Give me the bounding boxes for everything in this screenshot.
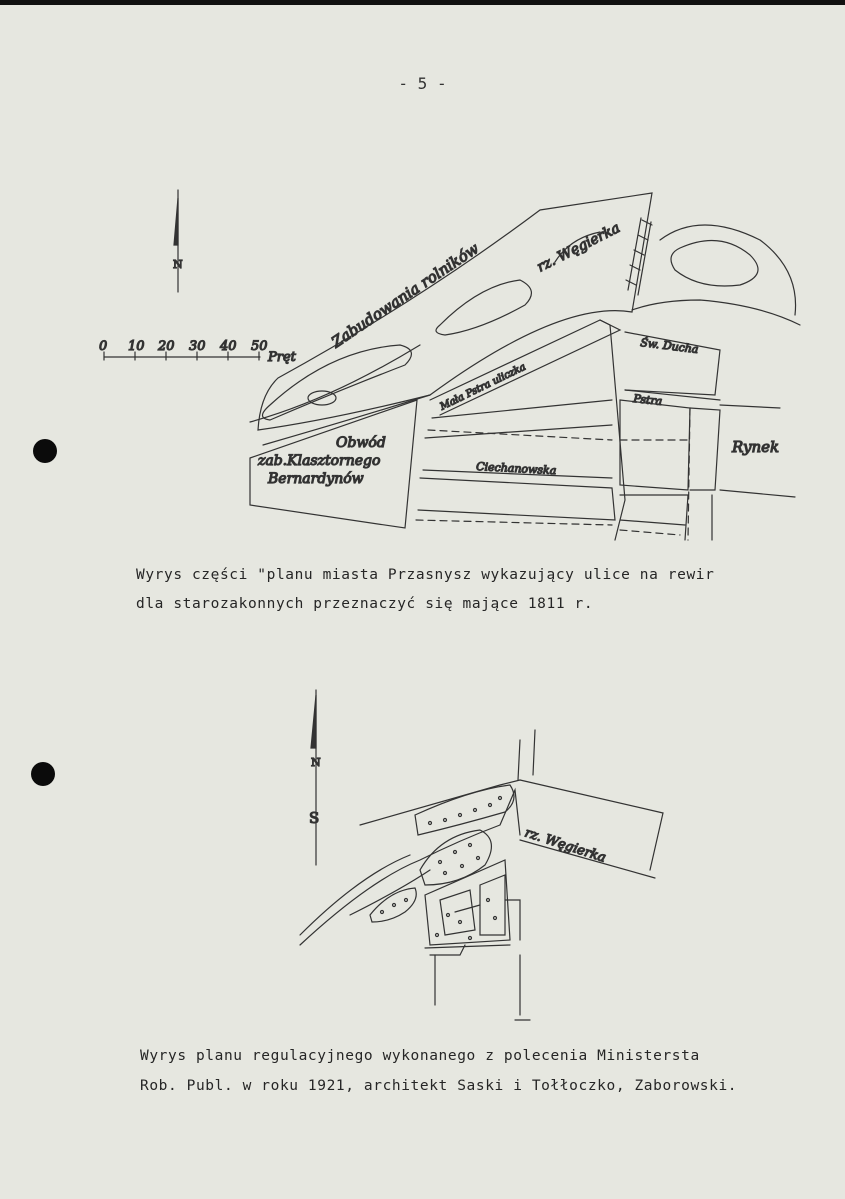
scale-tick-10: 10: [128, 339, 145, 354]
label-ciechanowska: Ciechanowska: [475, 460, 557, 478]
scale-unit: Pręt: [268, 350, 296, 365]
label-obwod-1: Obwód: [336, 435, 386, 451]
street-grid-1921: [435, 955, 530, 1020]
caption-map-1-line-2: dla starozakonnych przeznaczyć się mające 1811 r.: [136, 596, 594, 612]
scale-tick-20: 20: [158, 339, 175, 354]
scale-tick-30: 30: [189, 339, 206, 354]
caption-map-1-line-1: Wyrys części "planu miasta Przasnysz wykazujący ulice na rewir: [136, 567, 715, 583]
label-river-wegierka-2: rz. Węgierka: [522, 825, 608, 866]
north-label-2: N: [311, 756, 321, 769]
label-pstra: Pstra: [632, 392, 663, 409]
label-obwod-2: zab.Klasztornego: [258, 453, 381, 469]
south-label: S: [309, 809, 320, 827]
label-obwod-3: Bernardynów: [268, 471, 364, 487]
label-farm-buildings: Zabudowania rolników: [328, 239, 483, 352]
scale-tick-50: 50: [251, 339, 268, 354]
label-sw-ducha: Św. Ducha: [639, 336, 700, 357]
scale-tick-0: 0: [99, 339, 108, 354]
caption-map-2-line-2: Rob. Publ. w roku 1921, architekt Saski i Tołłoczko, Zaborowski.: [140, 1078, 738, 1094]
page-number: - 5 -: [398, 74, 447, 93]
label-rynek: Rynek: [732, 438, 780, 456]
caption-map-2-line-1: Wyrys planu regulacyjnego wykonanego z polecenia Ministersta: [140, 1048, 700, 1064]
park-plan-1921: [350, 785, 520, 955]
label-mala-pstra: Mała Pstra uliczka: [438, 361, 528, 413]
label-river-wegierka: rz. Węgierka: [534, 220, 623, 276]
north-arrow-icon-2: [309, 690, 321, 865]
scale-tick-40: 40: [220, 339, 237, 354]
north-label: N: [173, 258, 183, 271]
